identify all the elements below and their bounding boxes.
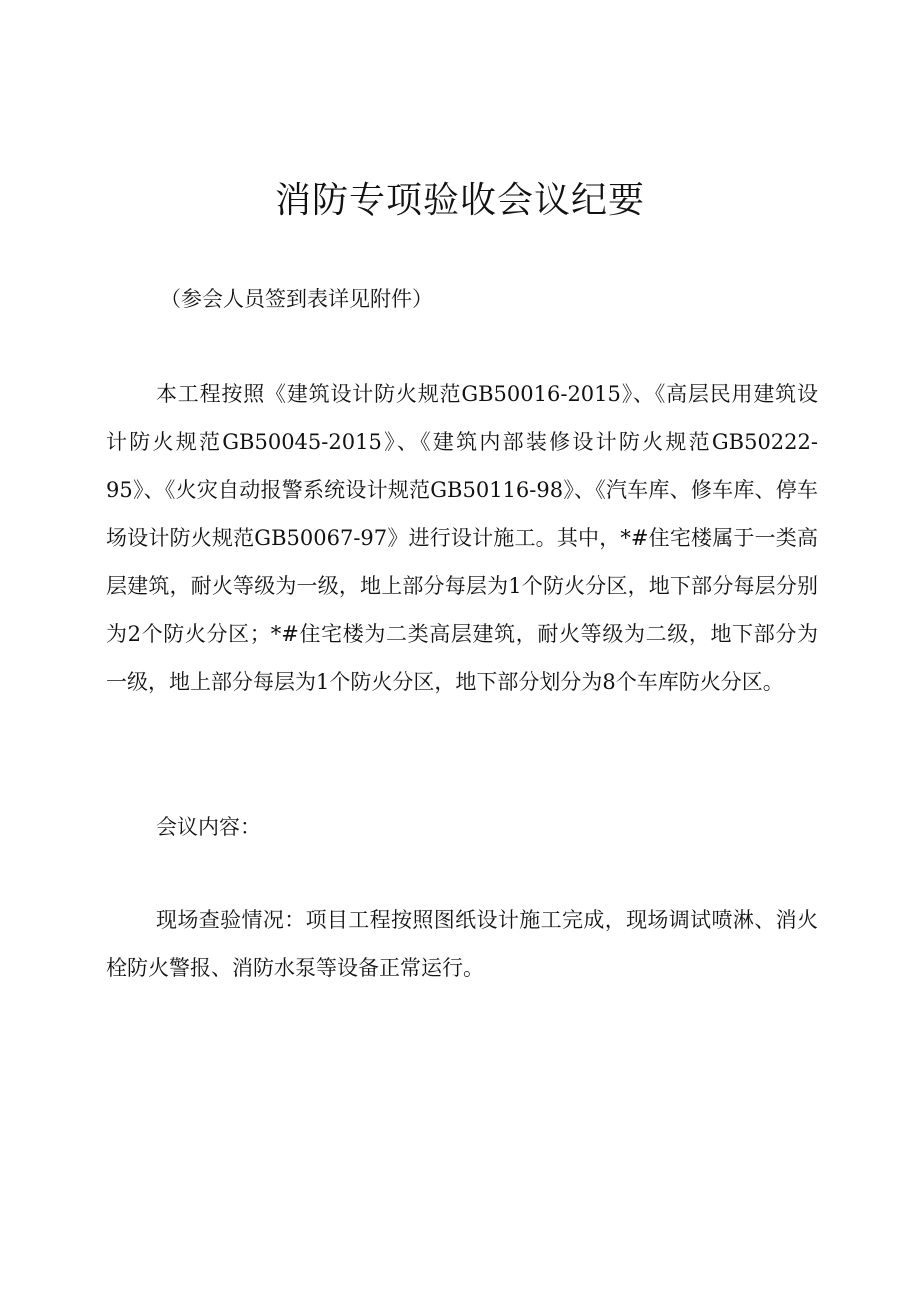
site-inspection-paragraph: 现场查验情况：项目工程按照图纸设计施工完成，现场调试喷淋、消火栓防火警报、消防水泵等设备正常运行。: [106, 908, 818, 980]
attendees-note: （参会人员签到表详见附件）: [160, 287, 433, 311]
meeting-content-label: 会议内容：: [156, 815, 261, 839]
project-description-paragraph: 本工程按照《建筑设计防火规范GB50016-2015》、《高层民用建筑设计防火规范GB50045-2015》、《建筑内部装修设计防火规范GB50222-95》、《火灾自动报警系统设计规范GB50116-98》、《汽车库、修车库、停车场设计防火规范GB50067-97》进行设计施工。其中，*#住宅楼属于一类高层建筑，耐火等级为一级，地上部分每层为1个防火分区，地下部分每层分别为2个防火分区；*#住宅楼为二类高层建筑，耐火等级为二级，地下部分为一级，地上部分每层为1个防火分区，地下部分划分为8个车库防火分区。: [106, 382, 818, 694]
document-title: 消防专项验收会议纪要: [274, 180, 645, 221]
